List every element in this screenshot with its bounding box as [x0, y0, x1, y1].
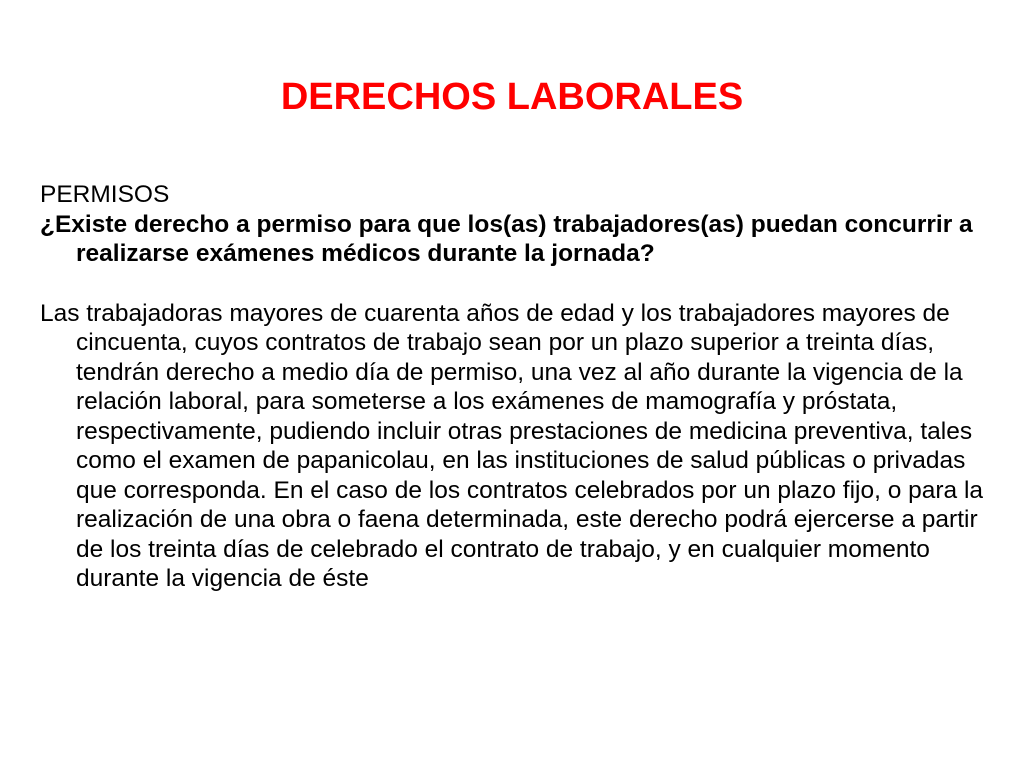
paragraph-spacer — [40, 269, 990, 299]
slide-title: DERECHOS LABORALES — [280, 76, 744, 118]
section-heading: PERMISOS — [40, 181, 170, 208]
slide-body — [40, 180, 990, 594]
answer-text: Las trabajadoras mayores de cuarenta años de edad y los trabajadores mayores de cincuenta, cuyos contratos de trabajo sean por un plazo superior a treinta días, tendrán derecho a medio día de permiso, una vez al año durante la vigencia de la relación laboral, para someterse a los exámenes de mamografía y próstata, respectivamente, pudiendo incluir otras prestaciones de medicina preventiva, tales como el examen de papanicolau, en las instituciones de salud públicas o privadas que corresponda. En el caso de los contratos celebrados por un plazo fijo, o para la realización de una obra o faena determinada, este derecho podrá ejercerse a partir de los treinta días de celebrado el contrato de trabajo, y en cualquier momento durante la vigencia de éste — [40, 299, 984, 592]
question-text: ¿Existe derecho a permiso para que los(as) trabajadores(as) puedan concurrir a realizarse exámenes médicos durante la jornada? — [40, 210, 973, 267]
